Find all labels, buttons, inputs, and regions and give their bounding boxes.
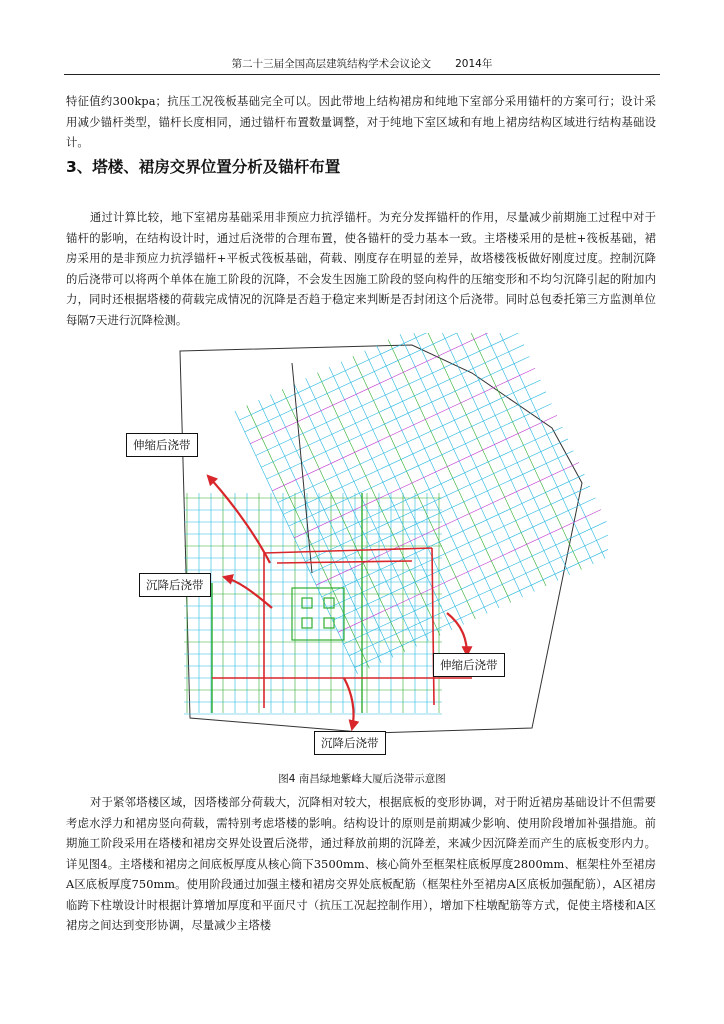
header-title: 第二十三届全国高层建筑结构学术会议论文	[231, 58, 432, 70]
arrow-expansion-right	[447, 613, 467, 655]
section-heading: 3、塔楼、裙房交界位置分析及锚杆布置	[66, 158, 341, 176]
grid-line-rotated	[250, 333, 513, 444]
paragraph-1: 特征值约300kpa；抗压工况筏板基础完全可以。因此带地上结构裙房和纯地下室部分采用锚杆的方案可行；设计采用减少锚杆类型，锚杆长度相同，通过锚杆布置数量调整，对于纯地下室区域和有地上裙房结构区域进行结构基础设计。	[66, 95, 656, 149]
label-settlement-strip-left: 沉降后浇带	[139, 573, 211, 597]
arrow-settlement-bottom	[344, 678, 354, 729]
grid-line-rotated	[435, 333, 558, 580]
tower-core	[292, 588, 344, 640]
figure-4	[112, 333, 608, 765]
label-settlement-strip-bottom: 沉降后浇带	[314, 731, 386, 755]
grid-line-rotated	[424, 333, 547, 586]
figure-caption: 图4 南昌绿地紫峰大厦后浇带示意图	[278, 773, 446, 785]
grid-line-rotated	[482, 333, 605, 559]
running-header	[64, 56, 660, 75]
structural-plan-drawing	[112, 333, 608, 765]
grid-line-rotated	[459, 333, 582, 569]
post-cast-strips	[212, 548, 472, 708]
paragraph-3: 对于紧邻塔楼区域，因塔楼部分荷载大，沉降相对较大，根据底板的变形协调，对于附近裙房基础设计不但需要考虑水浮力和裙房竖向荷载，需特别考虑塔楼的影响。结构设计的原则是前期减少影响、使用阶段增加补强措施。前期施工阶段采用在塔楼和裙房交界处设置后浇带，通过释放前期的沉降差，来减少因沉降差而产生的底板变形内力。详见图4。主塔楼和裙房之间底板厚度从核心筒下3500mm、核心筒外至框架柱底板厚度2800mm、框架柱外至裙房A区底板厚度750mm。使用阶段通过加强主楼和裙房交界处底板配筋（框架柱外至裙房A区底板加强配筋），A区裙房临跨下柱墩设计时根据计算增加厚度和平面尺寸（抗压工况起控制作用），增加下柱墩配筋等方式，促使主塔楼和A区裙房之间达到变形协调，尽量减少主塔楼	[66, 796, 656, 932]
label-expansion-strip-right: 伸缩后浇带	[433, 653, 505, 677]
grid-line-rotated	[471, 333, 594, 564]
arrow-expansion-top	[208, 476, 270, 563]
header-year: 2014年	[455, 58, 493, 70]
paragraph-2: 通过计算比较，地下室裙房基础采用非预应力抗浮锚杆。为充分发挥锚杆的作用，尽量减少前期施工过程中对于锚杆的影响，在结构设计时，通过后浇带的合理布置，使各锚杆的受力基本一致。主塔楼采用的是桩+筏板基础，裙房采用的是非预应力抗浮锚杆+平板式筏板基础，荷载、刚度存在明显的差异，故塔楼筏板做好刚度过度。控制沉降的后浇带可以将两个单体在施工阶段的沉降，不会发生因施工阶段的竖向构件的压缩变形和不均匀沉降引起的附加内力，同时还根据塔楼的荷载完成情况的沉降是否趋于稳定来判断是否封闭这个后浇带。同时总包委托第三方监测单位每隔7天进行沉降检测。	[66, 211, 656, 327]
plan-gridlines	[184, 333, 608, 714]
label-expansion-strip-top: 伸缩后浇带	[126, 433, 198, 457]
